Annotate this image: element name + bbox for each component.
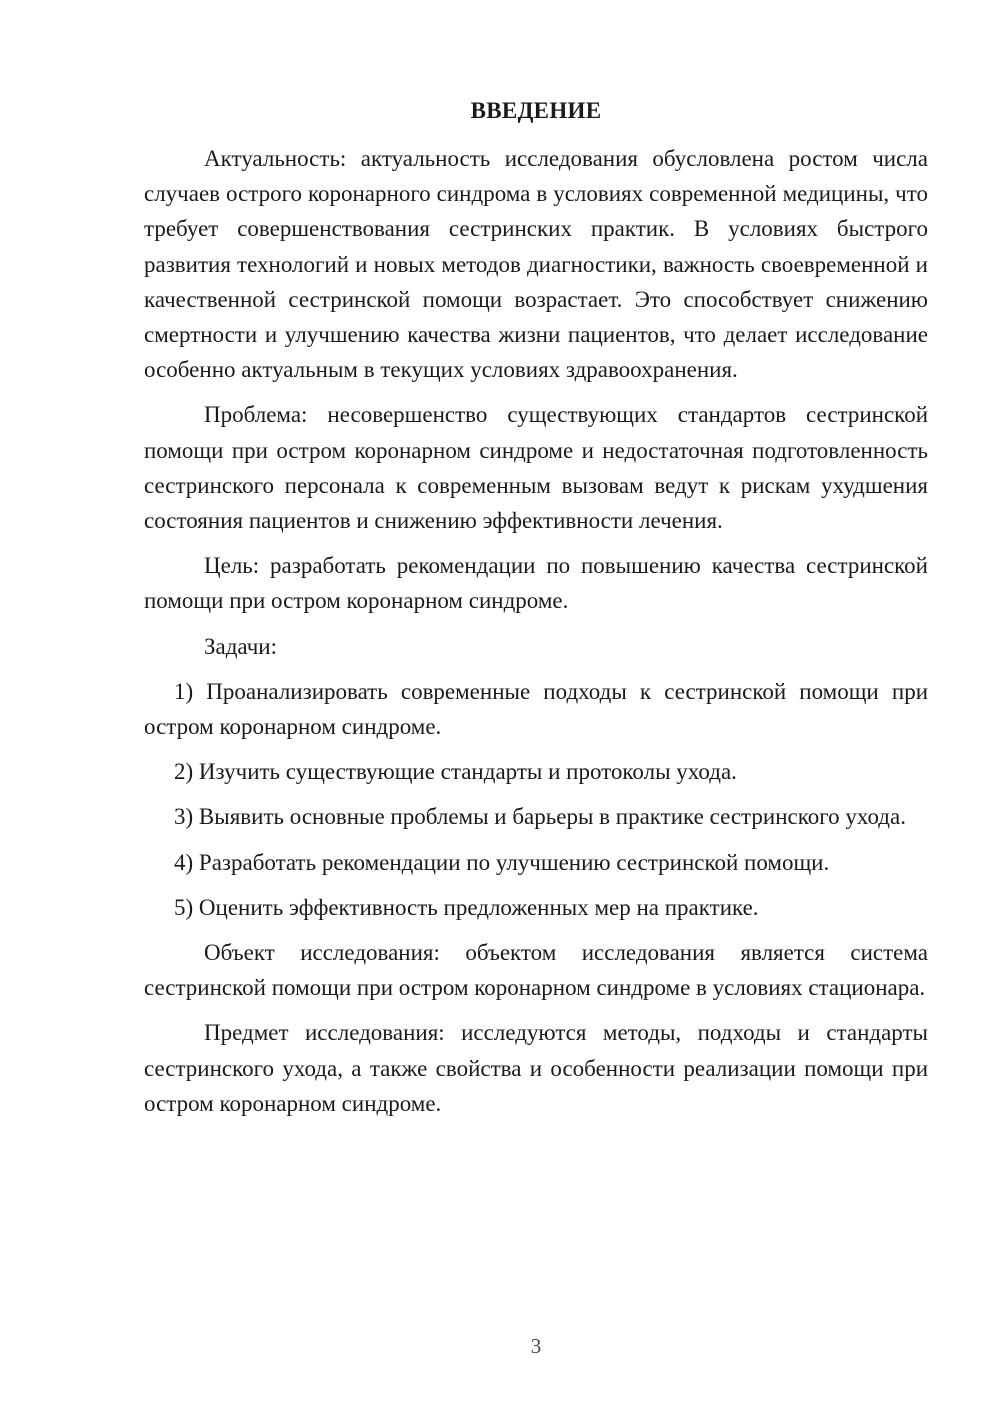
task-item-1: 1) Проанализировать современные подходы к сестринской помощи при остром коронарном синдроме. [144, 678, 928, 740]
document-body [144, 141, 928, 1121]
task-item-5: 5) Оценить эффективность предложенных мер на практике. [174, 894, 759, 920]
paragraph-problem: Проблема: несовершенство существующих стандартов сестринской помощи при остром коронарном синдроме и недостаточная подготовленность сестринского персонала к современным вызовам ведут к рискам ухудшения состояния пациентов и снижению эффективности лечения. [144, 402, 928, 534]
task-item-4: 4) Разработать рекомендации по улучшению сестринской помощи. [174, 849, 830, 875]
paragraph-goal: Цель: разработать рекомендации по повышению качества сестринской помощи при остром коронарном синдроме. [144, 553, 928, 614]
paragraph-subject: Предмет исследования: исследуются методы, подходы и стандарты сестринского ухода, а также свойства и особенности реализации помощи при остром коронарном синдроме. [144, 1020, 928, 1116]
page-number: 3 [530, 1334, 542, 1358]
paragraph-tasks-heading: Задачи: [204, 633, 277, 659]
task-item-3: 3) Выявить основные проблемы и барьеры в практике сестринского ухода. [174, 804, 906, 830]
paragraph-object: Объект исследования: объектом исследования является система сестринской помощи при остром коронарном синдроме в условиях стационара. [144, 940, 928, 1001]
section-title: ВВЕДЕНИЕ [470, 98, 602, 123]
task-item-2: 2) Изучить существующие стандарты и протоколы ухода. [174, 759, 737, 785]
paragraph-relevance: Актуальность: актуальность исследования обусловлена ростом числа случаев острого коронарного синдрома в условиях современной медицины, что требует совершенствования сестринских практик. В условиях быстрого развития технологий и новых методов диагностики, важность своевременной и качественной сестринской помощи возрастает. Это способствует снижению смертности и улучшению качества жизни пациентов, что делает исследование особенно актуальным в текущих условиях здравоохранения. [144, 146, 928, 383]
